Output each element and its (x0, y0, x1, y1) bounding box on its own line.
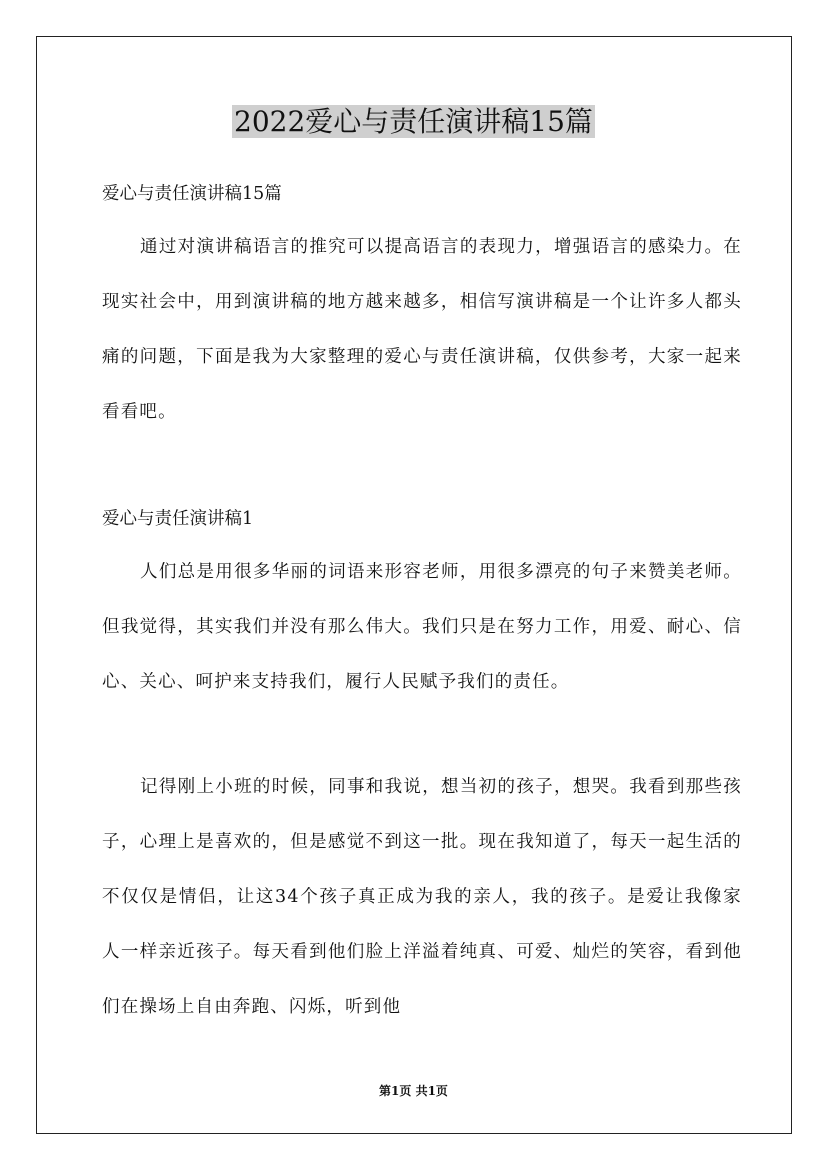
page-number-label: 第1页 共1页 (379, 1084, 448, 1098)
page-number-footer (0, 1082, 827, 1100)
document-subtitle: 爱心与责任演讲稿15篇 (102, 184, 282, 204)
section-paragraph-1: 人们总是用很多华丽的词语来形容老师，用很多漂亮的句子来赞美老师。但我觉得，其实我们并没有那么伟大。我们只是在努力工作，用爱、耐心、信心、关心、呵护来支持我们，履行人民赋予我们的责任。 (102, 562, 742, 692)
section-heading: 爱心与责任演讲稿1 (102, 509, 254, 529)
section-paragraph-2: 记得刚上小班的时候，同事和我说，想当初的孩子，想哭。我看到那些孩子，心理上是喜欢的，但是感觉不到这一批。现在我知道了，每天一起生活的不仅仅是情侣，让这34个孩子真正成为我的亲人，我的孩子。是爱让我像家人一样亲近孩子。每天看到他们脸上洋溢着纯真、可爱、灿烂的笑容，看到他们在操场上自由奔跑、闪烁，听到他 (102, 777, 742, 1017)
document-title (0, 100, 827, 144)
document-title-text: 2022爱心与责任演讲稿15篇 (234, 105, 593, 138)
intro-paragraph: 通过对演讲稿语言的推究可以提高语言的表现力，增强语言的感染力。在现实社会中，用到演讲稿的地方越来越多，相信写演讲稿是一个让许多人都头痛的问题，下面是我为大家整理的爱心与责任演讲稿，仅供参考，大家一起来看看吧。 (102, 237, 742, 422)
